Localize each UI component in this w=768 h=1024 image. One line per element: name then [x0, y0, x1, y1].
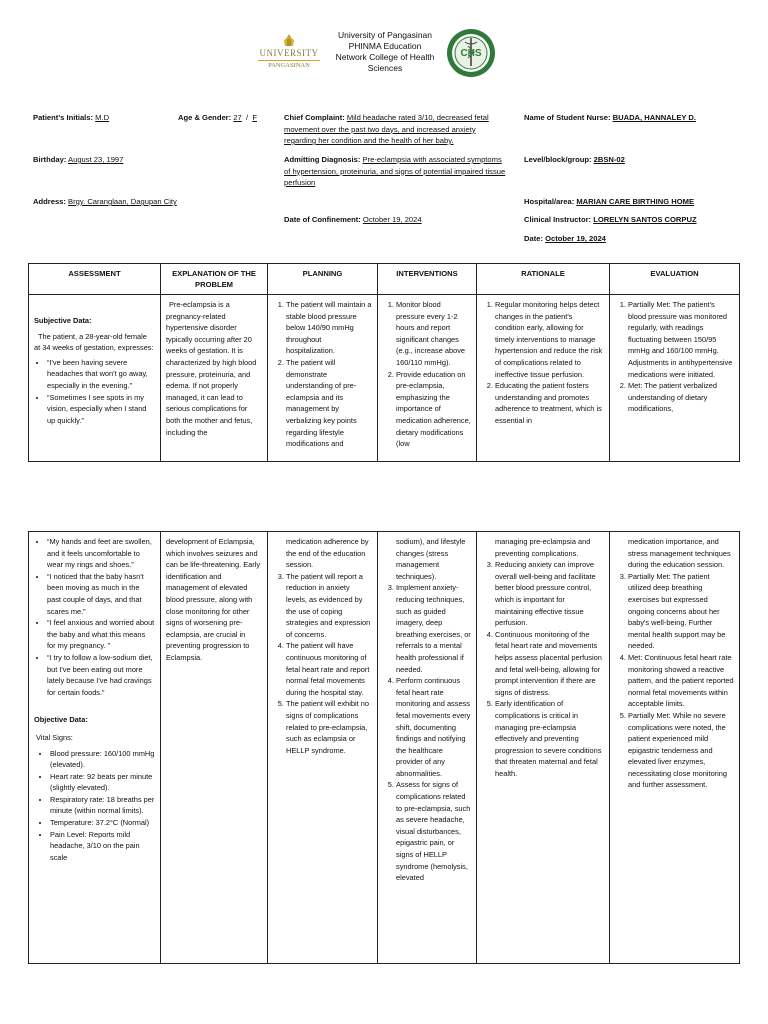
- assessment-cell-1: [29, 295, 161, 462]
- planning-continuation: medication adherence by the end of the education session.: [286, 537, 369, 570]
- admitting-diagnosis: [284, 154, 509, 189]
- planning-item: 5. The patient will exhibit no signs of complications related to pre-eclampsia, such as eclampsia or HELLP syndrome.: [286, 698, 372, 756]
- rationale-cell-2: [477, 532, 610, 964]
- evaluation-item: 3. Partially Met: The patient utilized deep breathing exercises but expressed ongoing concerns about her baby's well-being. Further mental health support may be needed.: [628, 571, 734, 652]
- admitting-diagnosis-label: Admitting Diagnosis:: [284, 155, 361, 164]
- report-date: [524, 233, 606, 245]
- confinement-label: Date of Confinement:: [284, 215, 361, 224]
- chief-complaint-value: Mild headache rated 3/10, decreased fetal movement over the past two days, and increased anxiety regarding her condition and the health of her baby.: [284, 113, 489, 145]
- school-header: [330, 30, 440, 74]
- header-interventions: INTERVENTIONS: [378, 264, 477, 295]
- chief-complaint: [284, 112, 509, 147]
- evaluation-item: 5. Partially Met: While no severe complications were noted, the patient experienced mild epigastric tenderness and elevated liver enzymes, necessitating close monitoring and further assessment.: [628, 710, 734, 791]
- intervention-item: 1. Monitor blood pressure every 1-2 hours and report significant changes (e.g., increase above 160/110 mmHg).: [396, 299, 471, 369]
- assessment-quote: • “My hands and feet are swollen, and it feels uncomfortable to wear my rings and shoes.”: [47, 536, 155, 571]
- university-logo: [258, 30, 320, 78]
- school-line-4: Sciences: [367, 63, 403, 73]
- vital-sign-item: • Pain Level: Reports mild headache, 3/10 on the pain scale: [50, 829, 155, 864]
- school-line-1: University of Pangasinan: [337, 30, 433, 40]
- rationale-item: 1. Regular monitoring helps detect changes in the patient's condition early, allowing for timely interventions to manage hypertension and reduce the risk of complications related to ineffective tissue perfusion.: [495, 299, 604, 380]
- header-rationale: RATIONALE: [477, 264, 610, 295]
- planning-cell-1: [268, 295, 378, 462]
- subjective-data-title: Subjective Data:: [34, 316, 92, 325]
- student-nurse-value: BUADA, HANNALEY D.: [612, 113, 697, 122]
- age-value: 27: [233, 113, 242, 122]
- rationale-item: 3. Reducing anxiety can improve overall well-being and facilitate better blood pressure control, which is important for maintaining effective tissue perfusion.: [495, 559, 604, 629]
- rationale-item: 4. Continuous monitoring of the fetal heart rate and movements helps assess placental perfusion and fetal well-being, allowing for prompt intervention if there are signs of distress.: [495, 629, 604, 699]
- chief-complaint-label: Chief Complaint:: [284, 113, 345, 122]
- assessment-quote: • “Sometimes I see spots in my vision, especially when I stand up quickly.”: [47, 392, 155, 427]
- interventions-cell-1: [378, 295, 477, 462]
- confinement-value: October 19, 2024: [362, 215, 422, 224]
- address-value: Brgy. Caranglaan, Dagupan City: [68, 197, 177, 206]
- intervention-item: 3. Implement anxiety-reducing techniques, such as guided imagery, deep breathing exercises, or referrals to a mental health professional if needed.: [396, 582, 471, 675]
- rationale-continuation: managing pre-eclampsia and preventing complications.: [495, 537, 591, 558]
- vital-sign-item: • Temperature: 37.2°C (Normal): [50, 817, 155, 829]
- hospital-area: [524, 196, 694, 208]
- evaluation-cell-2: [610, 532, 740, 964]
- gender-value: F: [252, 113, 257, 122]
- level-value: 2BSN-02: [593, 155, 625, 164]
- age-gender: Age & Gender: 27 / F: [178, 113, 257, 122]
- patient-initials-value: M.D: [95, 113, 110, 122]
- hospital-value: MARIAN CARE BIRTHING HOME: [576, 197, 695, 206]
- planning-item: 3. The patient will report a reduction in anxiety levels, as evidenced by the use of coping strategies and expression of concerns.: [286, 571, 372, 641]
- vital-signs-title: Vital Signs:: [36, 732, 73, 742]
- birthday-label: Birthday:: [33, 155, 67, 164]
- header-planning: PLANNING: [268, 264, 378, 295]
- date-value: October 19, 2024: [545, 234, 606, 243]
- chs-seal: [446, 28, 496, 78]
- address-label: Address:: [33, 197, 66, 206]
- rationale-cell-1: [477, 295, 610, 462]
- assessment-quote: • “I've been having severe headaches that won't go away, especially in the evening.”: [47, 357, 155, 392]
- explanation-text: Pre-eclampsia is a pregnancy-related hypertensive disorder typically occurring after 20 weeks of gestation. It is characterized by high blood pressure, proteinuria, and edema. If not properly managed, it can lead to serious complications for both the mother and fetus, including the: [166, 300, 257, 437]
- intervention-item: 4. Perform continuous fetal heart rate monitoring and assess fetal movements every shift, documenting findings and notifying the healthcare provider of any abnormalities.: [396, 675, 471, 779]
- planning-item: 4. The patient will have continuous monitoring of fetal heart rate and report normal fetal movements during the hospital stay.: [286, 640, 372, 698]
- university-logo-text: UNIVERSITY: [259, 48, 319, 58]
- patient-initials-label: Patient's Initials:: [33, 113, 94, 122]
- age-gender-label: Age & Gender:: [178, 113, 232, 122]
- instructor-label: Clinical Instructor:: [524, 215, 592, 224]
- assessment-quote: • “I try to follow a low-sodium diet, but I've been eating out more lately because I've had cravings for certain foods.”: [47, 652, 155, 698]
- intervention-item: 5. Assess for signs of complications related to pre-eclampsia, such as severe headache, visual disturbances, epigastric pain, or signs of HELLP syndrome (hemolysis, elevated: [396, 779, 471, 883]
- header-evaluation: EVALUATION: [610, 264, 740, 295]
- rationale-item: 5. Early identification of complications is critical in managing pre-eclampsia effectively and preventing progression to severe conditions that threaten maternal and fetal health.: [495, 698, 604, 779]
- objective-data-title: Objective Data:: [34, 715, 88, 725]
- instructor-value: LORELYN SANTOS CORPUZ: [593, 215, 697, 224]
- student-nurse: [524, 112, 696, 124]
- evaluation-item: 2. Met: The patient verbalized understanding of dietary modifications,: [628, 380, 734, 415]
- student-nurse-label: Name of Student Nurse:: [524, 113, 611, 122]
- vital-sign-item: • Heart rate: 92 beats per minute (slightly elevated).: [50, 771, 155, 794]
- clinical-instructor: [524, 214, 697, 226]
- explanation-cell-2: [161, 532, 268, 964]
- header-explanation: EXPLANATION OF THE PROBLEM: [161, 264, 268, 295]
- subjective-intro: The patient, a 28-year-old female at 34 weeks of gestation, expresses:: [34, 331, 154, 353]
- admitting-diagnosis-value: Pre-eclampsia with associated symptoms of hypertension, proteinuria, and signs of potential impaired tissue perfusion: [284, 155, 506, 187]
- evaluation-continuation: medication importance, and stress management techniques during the education session.: [628, 537, 731, 570]
- university-logo-sub: PANGASINAN: [258, 60, 320, 69]
- interventions-cell-2: [378, 532, 477, 964]
- level-block-group: [524, 154, 625, 166]
- explanation-text: development of Eclampsia, which involves seizures and can be life-threatening. Early identification and management of elevated blood pressure, along with close monitoring for other signs of worsening pre-eclampsia, are crucial in preventing progression to Eclampsia.: [166, 537, 261, 662]
- planning-cell-2: [268, 532, 378, 964]
- explanation-cell-1: [161, 295, 268, 462]
- date-label: Date:: [524, 234, 543, 243]
- patient-initials: [33, 112, 109, 124]
- intervention-continuation: sodium), and lifestyle changes (stress management techniques).: [396, 537, 466, 581]
- care-plan-table-page-2: [28, 531, 740, 964]
- assessment-quote: • “I noticed that the baby hasn't been moving as much in the past couple of days, and that scares me.”: [47, 571, 155, 617]
- school-line-2: PHINMA Education: [348, 41, 422, 51]
- intervention-item: 2. Provide education on pre-eclampsia, emphasizing the importance of medication adherence, dietary modifications (low: [396, 369, 471, 450]
- evaluation-cell-1: [610, 295, 740, 462]
- rationale-item: 2. Educating the patient fosters understanding and promotes adherence to treatment, which is essential in: [495, 380, 604, 426]
- planning-item: 2. The patient will demonstrate understanding of pre-eclampsia and its management by verbalizing key points regarding lifestyle modifications and: [286, 357, 372, 450]
- birthday: [33, 154, 123, 166]
- header-assessment: ASSESSMENT: [29, 264, 161, 295]
- evaluation-item: 1. Partially Met: The patient's blood pressure was monitored regularly, with readings fluctuating between 150/95 mmHg and 160/100 mmHg. Adjustments in antihypertensive medications were initiated.: [628, 299, 734, 380]
- birthday-value: August 23, 1997: [68, 155, 124, 164]
- evaluation-item: 4. Met: Continuous fetal heart rate monitoring showed a reactive pattern, and the patient reported normal fetal movements within acceptable limits.: [628, 652, 734, 710]
- vital-sign-item: • Blood pressure: 160/100 mmHg (elevated).: [50, 748, 155, 771]
- date-of-confinement: [284, 214, 422, 226]
- vital-sign-item: • Respiratory rate: 18 breaths per minute (within normal limits).: [50, 794, 155, 817]
- care-plan-table-page-1: [28, 263, 740, 462]
- assessment-cell-2: [29, 532, 161, 964]
- school-line-3: Network College of Health: [335, 52, 435, 62]
- chs-seal-text: CHS: [460, 48, 482, 59]
- hospital-label: Hospital/area:: [524, 197, 575, 206]
- level-label: Level/block/group:: [524, 155, 592, 164]
- address: [33, 196, 177, 208]
- assessment-quote: • “I feel anxious and worried about the baby and what this means for my pregnancy. ”: [47, 617, 155, 652]
- planning-item: 1. The patient will maintain a stable blood pressure below 140/90 mmHg throughout hospitalization.: [286, 299, 372, 357]
